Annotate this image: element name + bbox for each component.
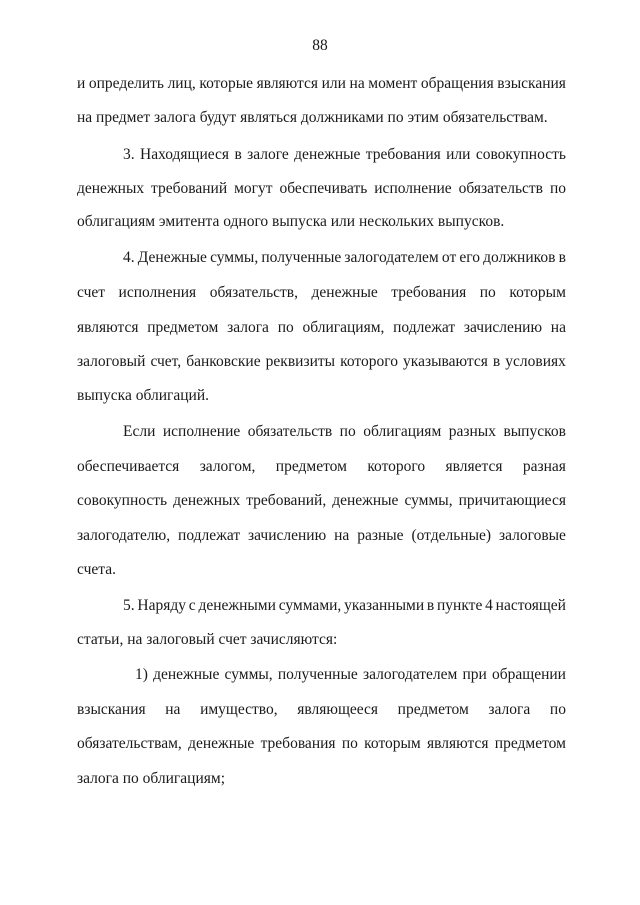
word: денежные (311, 284, 378, 301)
text-line: залога по облигациям; (77, 770, 226, 787)
word: зачислению (248, 527, 327, 544)
word: залогодателем (344, 249, 439, 266)
word: выпусков (503, 423, 566, 440)
word: требования (365, 146, 441, 163)
word: условиях (505, 353, 566, 370)
word: обязательств, (209, 284, 299, 301)
word: Наряду (137, 597, 186, 614)
word: исполнение (162, 423, 241, 440)
word: являются (256, 75, 319, 92)
word: денежные (153, 666, 220, 683)
text-line (123, 248, 566, 268)
word: указанными (344, 597, 425, 614)
word: и (77, 75, 86, 92)
word: на (165, 701, 181, 718)
text-line (77, 352, 566, 372)
word: 4 (485, 597, 493, 614)
word: пункте (437, 597, 483, 614)
word: от (441, 249, 457, 266)
word: залога (227, 319, 269, 336)
text-line: на предмет залога будут являться должниками по этим обязательствам. (77, 109, 548, 126)
word: облигациям (363, 423, 442, 440)
word: залогодателю, (77, 527, 171, 544)
word: обеспечивать (279, 180, 368, 197)
word: по (339, 423, 356, 440)
word: облигациям, (302, 319, 385, 336)
word: предметом (397, 701, 469, 718)
word: денежных (77, 180, 145, 197)
word: 1) (135, 666, 148, 683)
text-line (77, 700, 566, 720)
text-line (77, 734, 566, 754)
word: исполнение (374, 180, 452, 197)
word: залога (488, 701, 531, 718)
text-line (135, 665, 566, 685)
word: являются (427, 735, 489, 752)
word: полученные (277, 666, 358, 683)
text-line: выпуска облигаций. (77, 387, 209, 404)
word: на (334, 527, 350, 544)
word: денежные (332, 492, 399, 509)
word: обращении (492, 666, 566, 683)
word: момент (368, 75, 418, 92)
word: счет (77, 284, 106, 301)
word: по (549, 701, 566, 718)
word: требования (260, 735, 336, 752)
word: его (459, 249, 480, 266)
word: суммы, (404, 492, 453, 509)
word: полученные (261, 249, 342, 266)
word: суммы, (224, 666, 273, 683)
word: подлежат (393, 319, 456, 336)
text-line (77, 526, 566, 546)
word: с (188, 597, 196, 614)
word: являются (77, 319, 139, 336)
word: 4. (123, 249, 135, 266)
text-line (77, 74, 566, 94)
word: исполнения (118, 284, 197, 301)
word: имущество, (200, 701, 278, 718)
word: на (349, 75, 365, 92)
word: 5. (123, 597, 135, 614)
word: предметом (494, 735, 566, 752)
word: реквизиты (265, 353, 336, 370)
word: в (426, 597, 435, 614)
text-line (77, 318, 566, 338)
word: предметом (275, 458, 347, 475)
text-line: счета. (77, 561, 116, 578)
word: залоге (247, 146, 289, 163)
text-line (77, 283, 566, 303)
word: по (341, 735, 358, 752)
word: Денежные (137, 249, 207, 266)
text-line (77, 179, 566, 199)
text-line (77, 457, 566, 477)
word: предметом (147, 319, 219, 336)
word: при (462, 666, 487, 683)
word: (отдельные) (411, 527, 492, 544)
word: Если (123, 423, 156, 440)
word: в (558, 249, 566, 266)
word: требования (391, 284, 467, 301)
word: обязательств (247, 423, 333, 440)
word: настоящей (495, 597, 566, 614)
word: или (321, 75, 346, 92)
word: которого (367, 458, 426, 475)
text-line: облигациям эмитента одного выпуска или нескольких выпусков. (77, 213, 505, 230)
word: по (479, 284, 496, 301)
word: требований, (246, 492, 327, 509)
word: суммами, (278, 597, 342, 614)
word: указываются (403, 353, 488, 370)
word: банковские (186, 353, 261, 370)
word: залогодателем (362, 666, 458, 683)
word: причитающиеся (458, 492, 566, 509)
word: взыскания (497, 75, 566, 92)
word: обязательствам, (77, 735, 182, 752)
word: денежные (188, 735, 255, 752)
word: счет, (150, 353, 182, 370)
word: суммы, (210, 249, 259, 266)
word: в (492, 353, 501, 370)
word: являющееся (297, 701, 379, 718)
word: лиц, (167, 75, 196, 92)
word: совокупность (475, 146, 566, 163)
word: совокупность (77, 492, 168, 509)
word: денежные (294, 146, 361, 163)
word: могут (234, 180, 273, 197)
word: залогом, (199, 458, 256, 475)
word: требований (151, 180, 228, 197)
text-line (123, 145, 566, 165)
word: определить (88, 75, 164, 92)
word: должников (483, 249, 556, 266)
word: зачислению (463, 319, 543, 336)
word: по (549, 180, 566, 197)
word: на (550, 319, 566, 336)
word: по (277, 319, 294, 336)
word: которые (199, 75, 253, 92)
page-number: 88 (312, 37, 328, 54)
word: обеспечивается (77, 458, 180, 475)
word: в (234, 146, 242, 163)
word: разных (448, 423, 496, 440)
text-line (123, 596, 566, 616)
word: залоговые (498, 527, 566, 544)
text-line (77, 491, 566, 511)
word: залоговый (77, 353, 146, 370)
word: 3. (123, 146, 135, 163)
word: является (445, 458, 503, 475)
word: которым (509, 284, 566, 301)
word: денежных (173, 492, 241, 509)
word: разные (357, 527, 404, 544)
word: обращения (420, 75, 494, 92)
word: Находящиеся (140, 146, 230, 163)
word: взыскания (77, 701, 146, 718)
word: которого (340, 353, 398, 370)
word: разная (522, 458, 566, 475)
word: обязательств (458, 180, 544, 197)
text-line: статьи, на залоговый счет зачисляются: (77, 631, 338, 648)
text-line (123, 422, 566, 442)
word: которым (364, 735, 421, 752)
word: денежными (198, 597, 276, 614)
word: подлежат (178, 527, 241, 544)
word: или (446, 146, 471, 163)
